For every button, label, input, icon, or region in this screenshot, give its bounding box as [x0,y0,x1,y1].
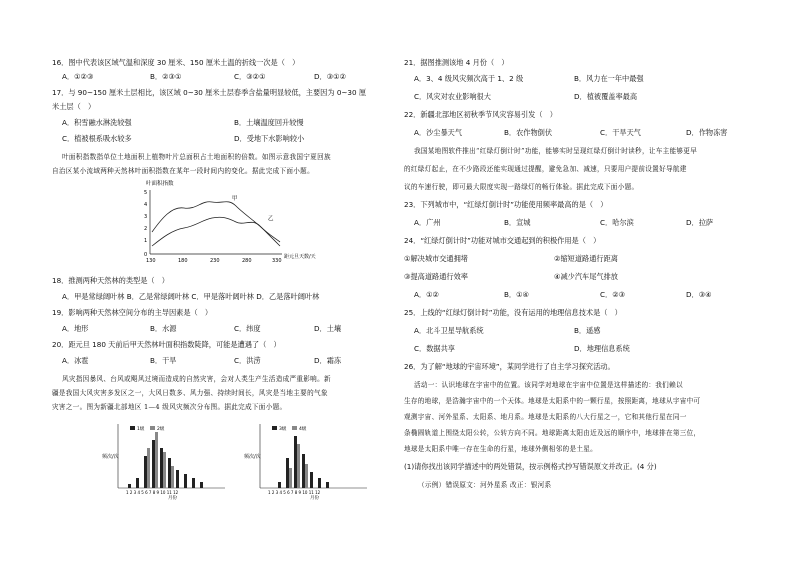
wind-b-bar [302,454,305,488]
q19-stem: 19．影响两种天然林空间分布的主导因素是（ ） [52,308,213,317]
wind-a-bars [128,432,203,488]
wind-b-legend-swatch-4 [292,426,297,430]
wind-b-legend-3: 3级 [279,427,287,432]
wind-b-bar [297,444,300,488]
q26-activity-line5: 地球是太阳系中唯一存在生命的行星，地球外侧相邻的是土星。 [404,445,598,453]
q26-stem: 26．为了解“地球的宇宙环境”，某同学进行了自主学习探究活动。 [404,362,615,371]
lai-ytick-4: 4 [144,202,148,208]
wind-b-bar [310,472,313,488]
q16-option-d: D．③①② [314,72,347,81]
q17-option-d: D．受地下水影响较小 [234,134,305,143]
q24-option-d: D．③④ [686,290,712,299]
wind-a-legend-swatch-2 [150,426,155,430]
q18-stem: 18．推测两种天然林的类型是（ ） [52,276,169,285]
wind-b-ylabel: 频次/次 [244,454,261,460]
q20-option-c: C．洪涝 [234,356,261,365]
q17-option-b: B．土壤温度回升较慢 [234,118,304,127]
lai-xlabel: 距元旦天数/天 [284,254,316,260]
q22-stem: 22．新疆北部地区初秋季节风灾容易引发（ ） [404,110,557,119]
q22-option-c: C．干旱天气 [600,128,641,137]
wind-b-bar [289,468,292,488]
q17-stem: 17．与 90~150 厘米土层相比，该区域 0~30 厘米土层春季含盐量明显较低，主要因为 0~30 厘 [52,88,367,97]
wind-a-bar [168,458,171,488]
wind-b-bar [318,478,321,488]
wind-b-bar [294,436,297,488]
q24-item-2: ②缩短道路通行距离 [554,254,618,263]
passage-traffic-line1: 我国某地图软件推出“红绿灯倒计时”功能，能够实时呈现红绿灯倒计时读秒，让车主能够更早 [414,147,698,155]
lai-line-chart [132,178,332,266]
wind-b-bar [286,458,289,488]
q26-activity-line4: 条椭圆轨道上围绕太阳公转，公转方向不同。地球距离太阳由近及远的顺序中，地球排在第三位， [404,429,701,437]
wind-b-bars [278,436,329,488]
wind-b-xlabel: 月份 [310,496,319,500]
lai-ytick-0: 0 [144,252,148,258]
q22-option-d: D．作物冻害 [686,128,728,137]
q25-option-d: D．地理信息系统 [574,344,630,353]
passage-lai-line2: 自治区某小流域两种天然林叶面积指数在某年一段时间内的变化。据此完成下面小题。 [52,167,314,175]
passage-wind-line3: 灾害之一。图为新疆北部地区 1—4 级风灾频次分布图。据此完成下面小题。 [52,403,287,411]
wind-a-bar [152,440,155,488]
q23-option-c: C．哈尔滨 [600,218,634,227]
wind-a-bar [147,448,150,488]
wind-a-bar [184,474,187,488]
q24-option-c: C．②③ [600,290,626,299]
q23-option-a: A．广州 [414,218,441,227]
q18-options: A．甲是常绿阔叶林 B．乙是常绿阔叶林 C．甲是落叶阔叶林 D．乙是落叶阔叶林 [62,292,320,301]
wind-a-bar [171,466,174,488]
q24-option-b: B．①④ [504,290,530,299]
lai-ylabel: 叶面积指数 [146,181,174,187]
lai-ytick-5: 5 [144,190,148,196]
lai-xtick-330: 330 [272,258,282,264]
q26-activity-line3: 观测宇宙、河外星系、太阳系、地月系。地球是太阳系的八大行星之一，它和其他行星在同一 [404,413,687,421]
wind-b-legend-4: 4级 [299,427,307,432]
wind-a-legend-1: 1级 [137,427,145,432]
q20-option-d: D．霜冻 [314,356,342,365]
wind-b-xticks: 1 2 3 4 5 6 7 8 9 10 11 12 [268,490,321,495]
wind-chart-level3-4 [242,418,372,500]
wind-a-xlabel: 月份 [168,496,177,500]
wind-a-legend-swatch-1 [130,426,135,430]
wind-a-bar [128,484,131,488]
q26-example: （示例）错误原文：河外星系 改正：银河系 [418,481,552,489]
q25-stem: 25．上线的“红绿灯倒计时”功能，没有运用的地理信息技术是（ ） [404,308,622,317]
q22-option-b: B．农作物倒伏 [504,128,553,137]
q26-activity-line2: 生存的地球，是浩瀚宇宙中的一个天体。地球是太阳系中的一颗行星，按照距离，地球从宇宙中可 [404,397,701,405]
passage-traffic-line2: 的红绿灯起止，在不少路段还能实现通过提醒，避免急加、减速，只要用户提前设置好导航建 [404,165,687,173]
wind-b-legend-swatch-3 [272,426,277,430]
q21-stem: 21．据图推测该地 4 月份（ ） [404,58,509,67]
q19-option-c: C．纬度 [234,324,261,333]
q24-stem: 24．“红绿灯倒计时”功能对城市交通起到的积极作用是（ ） [404,236,601,245]
wind-a-bar [163,452,166,488]
q22-option-a: A．沙尘暴天气 [414,128,463,137]
wind-b-bar [278,482,281,488]
lai-xtick-280: 280 [242,258,252,264]
q19-option-a: A．地形 [62,324,89,333]
q21-option-d: D．植被覆盖率最高 [574,92,638,101]
lai-ytick-2: 2 [144,226,148,232]
wind-a-bar [136,478,139,488]
q16-stem: 16．图中代表该区域气温和深度 30 厘米、150 厘米土温的折线一次是（ ） [52,58,300,67]
q20-option-b: B．干旱 [150,356,177,365]
q24-item-3: ③提高道路通行效率 [404,272,468,281]
lai-ytick-3: 3 [144,214,148,220]
wind-a-ylabel: 频次/次 [102,454,119,460]
q21-option-b: B．风力在一年中最强 [574,74,644,83]
wind-a-bar [160,448,163,488]
q26-subquestion-1: (1)请你找出该同学描述中的两处错误，按示例格式抄写错误原文并改正。(4 分) [404,462,657,471]
q24-option-a: A．①② [414,290,439,299]
wind-b-bar [305,464,308,488]
q20-stem: 20．距元旦 180 天前后甲天然林叶面积指数陡降，可能是遭遇了（ ） [52,340,281,349]
q16-option-b: B．②③① [150,72,182,81]
lai-label-jia: 甲 [232,196,238,202]
lai-series-jia [152,202,280,246]
lai-label-yi: 乙 [268,216,274,222]
wind-a-bar [200,482,203,488]
q20-option-a: A．冰雹 [62,356,89,365]
wind-a-legend-2: 2级 [157,427,165,432]
q24-item-1: ①解决城市交通拥堵 [404,254,468,263]
wind-a-bar [155,432,158,488]
q16-option-c: C．③②① [234,72,266,81]
passage-wind-line2: 疆是我国大风灾害多发区之一，大风日数多、风力强、持续时间长，风灾是当地主要的气象 [52,389,328,397]
q21-option-a: A．3、4 级风灾频次高于 1、2 级 [414,74,524,83]
q16-option-a: A．①②③ [62,72,94,81]
q17-stem-cont: 米土层（ ） [52,102,96,111]
wind-a-bar [176,470,179,488]
wind-a-bar [192,478,195,488]
wind-b-bar [326,482,329,488]
lai-xtick-230: 230 [210,258,220,264]
q25-option-b: B．遥感 [574,326,601,335]
wind-chart-level1-2 [100,418,230,500]
passage-traffic-line3: 议的车速行驶，即可最大限度实现一路绿灯的畅行体验。据此完成下面小题。 [404,183,639,191]
q23-stem: 23．下列城市中，“红绿灯倒计时”功能使用频率最高的是（ ） [404,200,608,209]
q25-option-a: A．北斗卫星导航系统 [414,326,484,335]
q19-option-d: D．土壤 [314,324,342,333]
q23-option-d: D．拉萨 [686,218,714,227]
q23-option-b: B．宣城 [504,218,531,227]
q21-option-c: C．风灾对农业影响很大 [414,92,491,101]
q19-option-b: B．水源 [150,324,177,333]
q17-option-c: C．植被根系吸水较多 [62,134,132,143]
wind-a-xticks: 1 2 3 4 5 6 7 8 9 10 11 12 [126,490,179,495]
q17-option-a: A．积雪融水淋洗较强 [62,118,132,127]
lai-ytick-1: 1 [144,238,148,244]
lai-series-yi [152,217,280,246]
q25-option-c: C．数据共享 [414,344,455,353]
q26-activity-line1: 活动一：认识地球在宇宙中的位置。该同学对地球在宇宙中位置是这样描述的：我们赖以 [414,381,683,389]
lai-xtick-130: 130 [146,258,156,264]
passage-wind-line1: 风灾指因暴风、台风或飓风过境而造成的自然灾害，会对人类生产生活造成严重影响。新 [62,375,331,383]
wind-a-bar [144,456,147,488]
lai-xtick-180: 180 [178,258,188,264]
q24-item-4: ④减少汽车尾气排放 [554,272,618,281]
passage-lai-line1: 叶面积指数指单位土地面积上植物叶片总面积占土地面积的倍数。如图示意我国宁夏回族 [62,153,331,161]
